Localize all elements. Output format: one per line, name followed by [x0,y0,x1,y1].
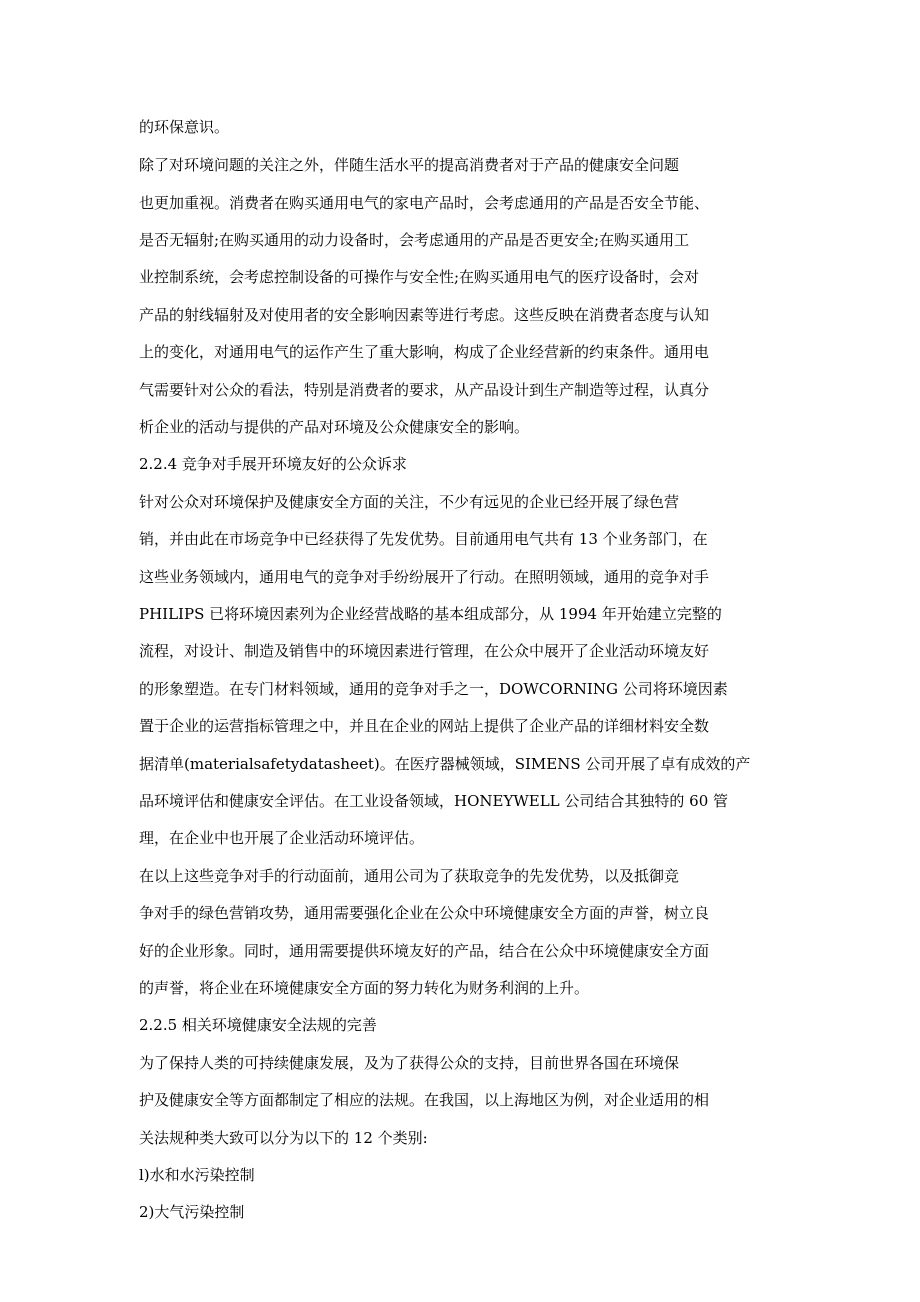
section-heading: 2.2.4 竞争对手展开环境友好的公众诉求 [139,455,407,473]
paragraph-line: 上的变化，对通用电气的运作产生了重大影响，构成了企业经营新的约束条件。通用电 [139,343,710,361]
paragraph-line: 争对手的绿色营销攻势，通用需要强化企业在公众中环境健康安全方面的声誉，树立良 [139,904,710,922]
paragraph-line: 气需要针对公众的看法，特别是消费者的要求，从产品设计到生产制造等过程，认真分 [139,381,710,399]
list-item: 2)大气污染控制 [139,1203,245,1221]
paragraph-line: 护及健康安全等方面都制定了相应的法规。在我国，以上海地区为例，对企业适用的相 [139,1091,710,1109]
paragraph-line: 关法规种类大致可以分为以下的 12 个类别: [139,1129,428,1147]
paragraph-line: 流程，对设计、制造及销售中的环境因素进行管理，在公众中展开了企业活动环境友好 [139,642,710,660]
paragraph-line: 为了保持人类的可持续健康发展，及为了获得公众的支持，目前世界各国在环境保 [139,1054,680,1072]
paragraph-line: 好的企业形象。同时，通用需要提供环境友好的产品，结合在公众中环境健康安全方面 [139,942,710,960]
list-item: l)水和水污染控制 [139,1166,255,1184]
section-heading: 2.2.5 相关环境健康安全法规的完善 [139,1016,377,1034]
paragraph-line: 析企业的活动与提供的产品对环境及公众健康安全的影响。 [139,418,530,436]
paragraph-line: 理，在企业中也开展了企业活动环境评估。 [139,829,425,847]
paragraph-line: 是否无辐射;在购买通用的动力设备时，会考虑通用的产品是否更安全;在购买通用工 [139,231,690,249]
paragraph-line: PHILIPS 已将环境因素列为企业经营战略的基本组成部分，从 1994 年开始建立完整的 [139,605,722,623]
paragraph-line: 的形象塑造。在专门材料领域，通用的竞争对手之一，DOWCORNING 公司将环境因素 [139,680,728,698]
paragraph-line: 业控制系统，会考虑控制设备的可操作与安全性;在购买通用电气的医疗设备时，会对 [139,268,700,286]
paragraph-line: 据清单(materialsafetydatasheet)。在医疗器械领域，SIMENS 公司开展了卓有成效的产 [139,755,751,773]
paragraph-line: 产品的射线辐射及对使用者的安全影响因素等进行考虑。这些反映在消费者态度与认知 [139,306,710,324]
paragraph-line: 除了对环境问题的关注之外，伴随生活水平的提高消费者对于产品的健康安全问题 [139,156,680,174]
paragraph-line: 也更加重视。消费者在购买通用电气的家电产品时，会考虑通用的产品是否安全节能、 [139,194,710,212]
paragraph-line: 这些业务领域内，通用电气的竞争对手纷纷展开了行动。在照明领域，通用的竞争对手 [139,568,710,586]
paragraph-line: 置于企业的运营指标管理之中，并且在企业的网站上提供了企业产品的详细材料安全数 [139,717,710,735]
paragraph-line: 的声誉，将企业在环境健康安全方面的努力转化为财务利润的上升。 [139,979,590,997]
paragraph-line: 销，并由此在市场竞争中已经获得了先发优势。目前通用电气共有 13 个业务部门，在 [139,530,708,548]
paragraph-line: 针对公众对环境保护及健康安全方面的关注，不少有远见的企业已经开展了绿色营 [139,493,680,511]
text-line: 的环保意识。 [139,118,230,136]
paragraph-line: 在以上这些竞争对手的行动面前，通用公司为了获取竞争的先发优势，以及抵御竞 [139,867,680,885]
paragraph-line: 品环境评估和健康安全评估。在工业设备领域，HONEYWELL 公司结合其独特的 60 管 [139,792,729,810]
